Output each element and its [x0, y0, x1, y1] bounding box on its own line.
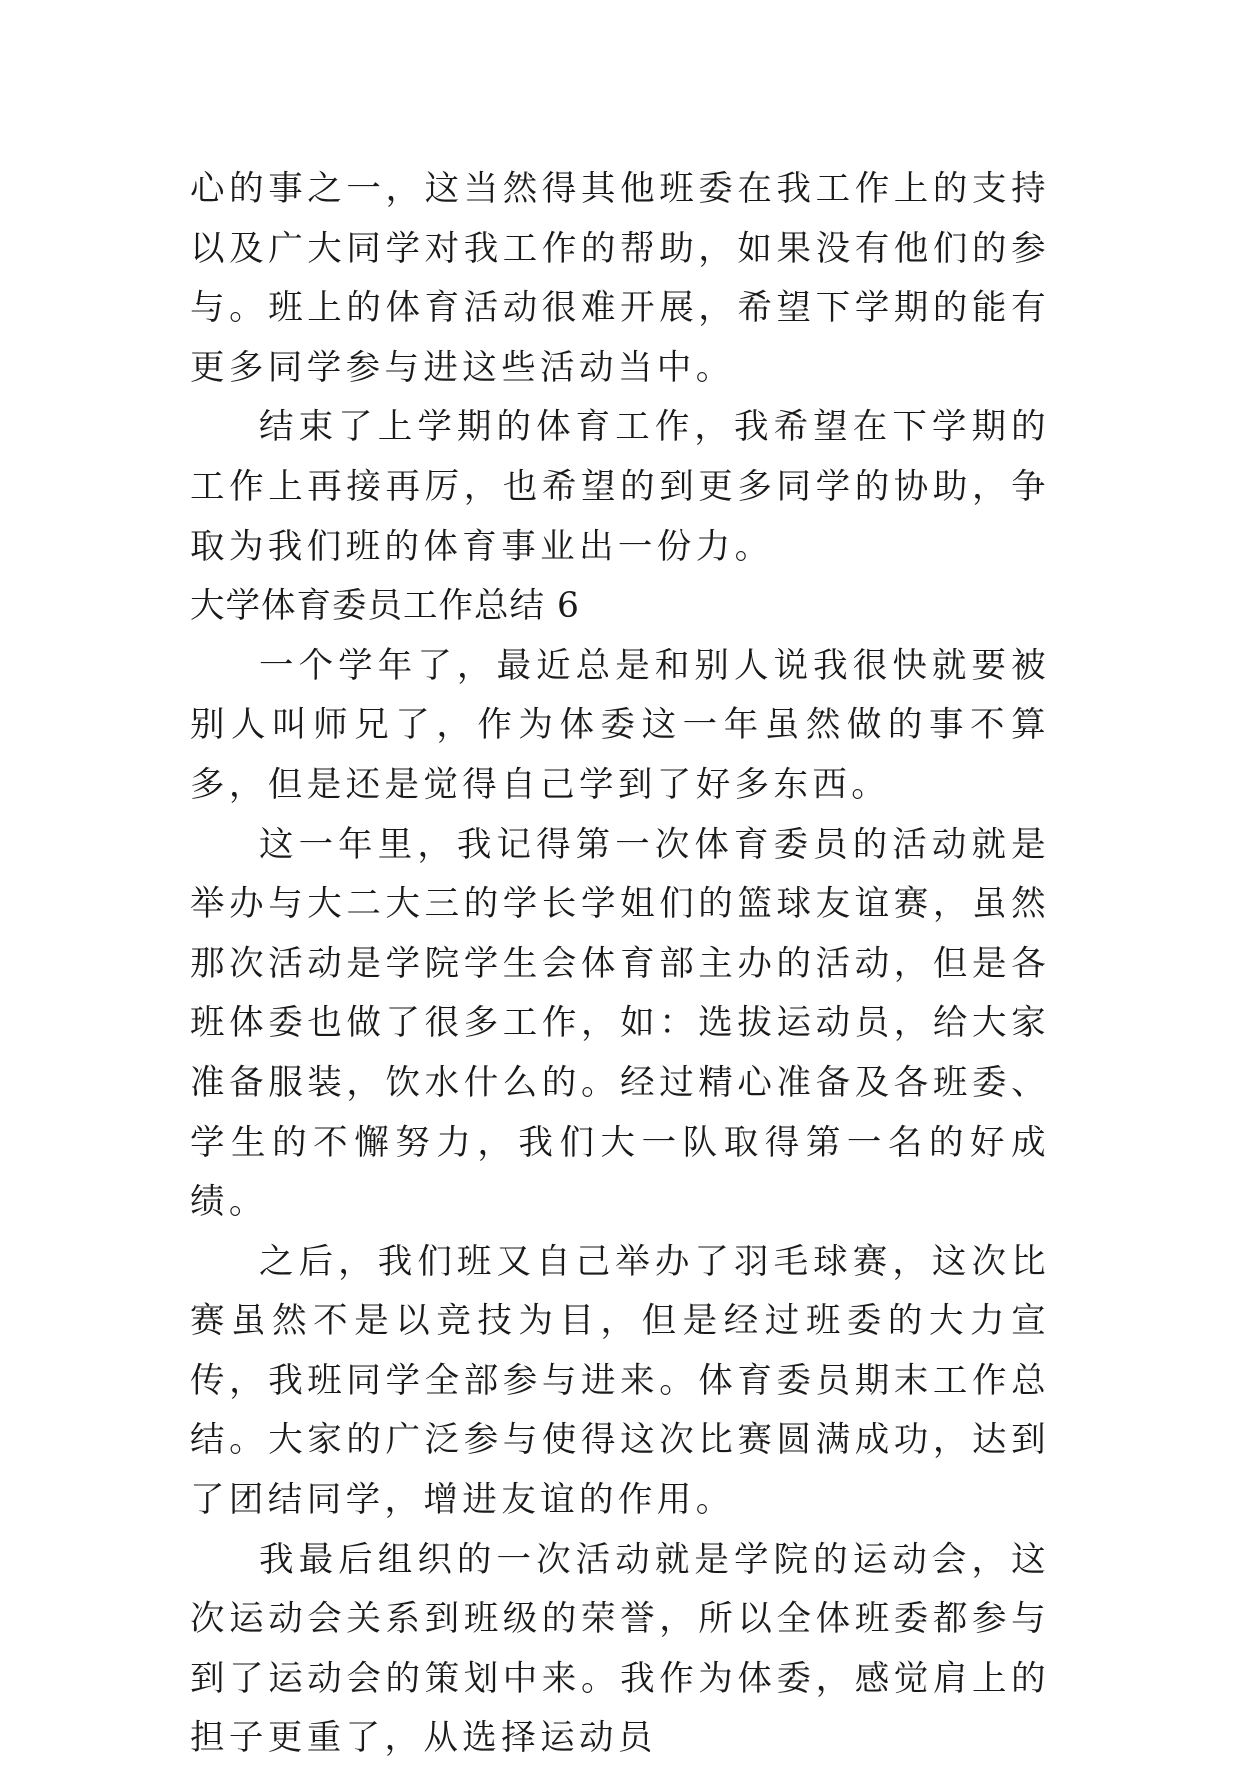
paragraph: 心的事之一，这当然得其他班委在我工作上的支持以及广大同学对我工作的帮助，如果没有他们的参与。班上的体育活动很难开展，希望下学期的能有更多同学参与进这些活动当中。: [190, 169, 1050, 388]
paragraph: 这一年里，我记得第一次体育委员的活动就是举办与大二大三的学长学姐们的篮球友谊赛，虽然那次活动是学院学生会体育部主办的活动，但是各班体委也做了很多工作，如：选拔运动员，给大家准备服装，饮水什么的。经过精心准备及各班委、学生的不懈努力，我们大一队取得第一名的好成绩。: [190, 824, 1050, 1223]
section-title: 大学体育委员工作总结 6: [190, 586, 580, 627]
paragraph: 我最后组织的一次活动就是学院的运动会，这次运动会关系到班级的荣誉，所以全体班委都参与到了运动会的策划中来。我作为体委，感觉肩上的担子更重了，从选择运动员: [190, 1539, 1050, 1759]
document-page: [190, 160, 1050, 1769]
paragraph: 结束了上学期的体育工作，我希望在下学期的工作上再接再厉，也希望的到更多同学的协助，争取为我们班的体育事业出一份力。: [190, 407, 1050, 567]
paragraph: 一个学年了，最近总是和别人说我很快就要被别人叫师兄了，作为体委这一年虽然做的事不算多，但是还是觉得自己学到了好多东西。: [190, 645, 1050, 805]
paragraph: 之后，我们班又自己举办了羽毛球赛，这次比赛虽然不是以竞技为目，但是经过班委的大力宣传，我班同学全部参与进来。体育委员期末工作总结。大家的广泛参与使得这次比赛圆满成功，达到了团结同学，增进友谊的作用。: [190, 1241, 1050, 1521]
